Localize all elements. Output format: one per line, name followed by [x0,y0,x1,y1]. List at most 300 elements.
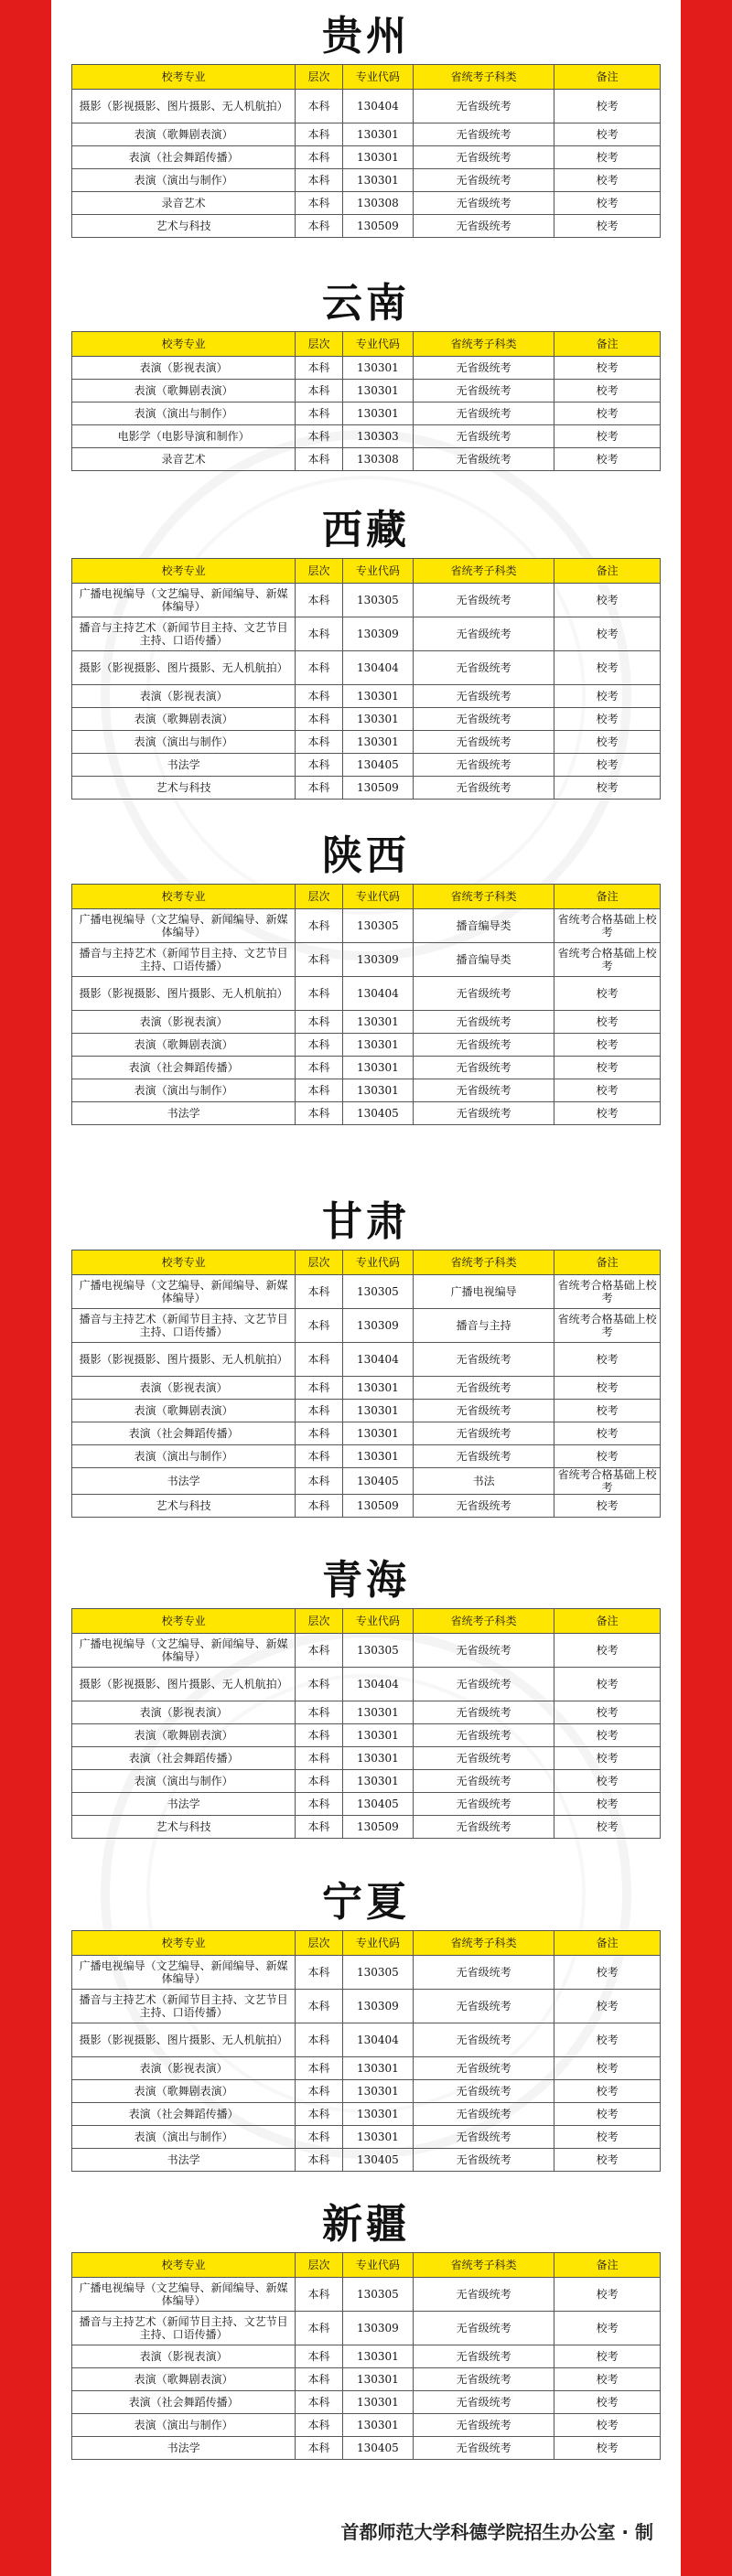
column-header: 省统考子科类 [413,332,554,357]
table-cell: 130405 [342,1468,413,1495]
table-cell: 本科 [296,1309,342,1343]
table-row [72,169,661,192]
table-cell: 本科 [296,1057,342,1079]
column-header: 备注 [554,332,661,357]
table-cell: 130305 [342,909,413,943]
table-cell: 摄影（影视摄影、图片摄影、无人机航拍） [72,651,296,685]
table-cell: 130305 [342,584,413,617]
table-row [72,380,661,402]
table-row [72,2057,661,2080]
table-cell: 无省级统考 [413,215,554,238]
table-cell: 表演（演出与制作） [72,731,296,754]
table-cell: 本科 [296,2080,342,2103]
table-cell: 校考 [554,1422,661,1445]
table-cell: 校考 [554,1770,661,1793]
table-cell: 无省级统考 [413,754,554,777]
table-cell: 校考 [554,1956,661,1990]
table-cell: 130301 [342,380,413,402]
table-cell: 130301 [342,2414,413,2437]
table-cell: 130404 [342,1343,413,1377]
admission-table [71,558,661,800]
table-cell: 130301 [342,1400,413,1422]
column-header: 备注 [554,65,661,90]
table-cell: 本科 [296,708,342,731]
table-cell: 130301 [342,685,413,708]
table-cell: 130305 [342,1956,413,1990]
table-row [72,1079,661,1102]
table-cell: 广播电视编导 [413,1275,554,1309]
table-cell: 本科 [296,2391,342,2414]
table-cell: 本科 [296,777,342,800]
table-cell: 本科 [296,1956,342,1990]
table-cell: 录音艺术 [72,448,296,471]
table-cell: 校考 [554,1701,661,1724]
table-cell: 艺术与科技 [72,1495,296,1518]
column-header: 省统考子科类 [413,2253,554,2278]
column-header: 省统考子科类 [413,559,554,584]
table-cell: 130303 [342,425,413,448]
table-cell: 校考 [554,2391,661,2414]
table-row [72,215,661,238]
table-cell: 校考 [554,1057,661,1079]
table-cell: 本科 [296,1468,342,1495]
table-cell: 校考 [554,123,661,146]
table-cell: 播音编导类 [413,943,554,977]
table-cell: 校考 [554,448,661,471]
table-cell: 无省级统考 [413,2312,554,2345]
table-cell: 无省级统考 [413,1102,554,1125]
table-row [72,2312,661,2345]
table-cell: 本科 [296,425,342,448]
table-row [72,777,661,800]
column-header: 校考专业 [72,559,296,584]
table-cell: 摄影（影视摄影、图片摄影、无人机航拍） [72,1343,296,1377]
column-header: 层次 [296,1250,342,1275]
table-cell: 校考 [554,2437,661,2460]
table-cell: 书法学 [72,1793,296,1816]
table-cell: 校考 [554,1793,661,1816]
table-cell: 本科 [296,2126,342,2149]
table-row [72,1793,661,1816]
column-header: 层次 [296,559,342,584]
column-header: 层次 [296,65,342,90]
table-cell: 电影学（电影导演和制作） [72,425,296,448]
table-cell: 无省级统考 [413,708,554,731]
table-cell: 130309 [342,1309,413,1343]
table-cell: 130509 [342,1816,413,1839]
table-row [72,2080,661,2103]
column-header: 备注 [554,1609,661,1634]
table-cell: 130404 [342,2023,413,2057]
table-cell: 本科 [296,2312,342,2345]
table-cell: 摄影（影视摄影、图片摄影、无人机航拍） [72,977,296,1011]
table-cell: 130404 [342,90,413,123]
column-header: 省统考子科类 [413,1609,554,1634]
table-cell: 本科 [296,1343,342,1377]
table-cell: 无省级统考 [413,2391,554,2414]
table-cell: 本科 [296,1793,342,1816]
table-cell: 校考 [554,2414,661,2437]
table-cell: 130301 [342,1011,413,1034]
table-cell: 无省级统考 [413,1034,554,1057]
table-cell: 本科 [296,1079,342,1102]
table-row [72,1445,661,1468]
table-cell: 无省级统考 [413,617,554,651]
table-cell: 校考 [554,192,661,215]
table-cell: 无省级统考 [413,1495,554,1518]
table-cell: 校考 [554,380,661,402]
table-cell: 省统考合格基础上校考 [554,1309,661,1343]
table-cell: 录音艺术 [72,192,296,215]
table-cell: 校考 [554,1724,661,1747]
table-cell: 无省级统考 [413,1747,554,1770]
table-cell: 本科 [296,90,342,123]
table-row [72,2023,661,2057]
table-row [72,2126,661,2149]
table-cell: 130301 [342,708,413,731]
table-row [72,1377,661,1400]
column-header: 专业代码 [342,1609,413,1634]
table-cell: 无省级统考 [413,977,554,1011]
table-cell: 校考 [554,90,661,123]
table-row [72,1309,661,1343]
table-row [72,1275,661,1309]
province-title: 宁夏 [322,1879,410,1926]
table-header-row [72,332,661,357]
table-cell: 校考 [554,1377,661,1400]
table-cell: 播音与主持 [413,1309,554,1343]
province-section [71,2188,661,2460]
table-cell: 书法学 [72,2437,296,2460]
column-header: 校考专业 [72,332,296,357]
table-cell: 130301 [342,146,413,169]
table-cell: 校考 [554,2103,661,2126]
column-header: 层次 [296,1931,342,1956]
table-cell: 校考 [554,2278,661,2312]
column-header: 层次 [296,1609,342,1634]
table-cell: 校考 [554,1011,661,1034]
table-cell: 无省级统考 [413,1343,554,1377]
province-section [71,820,661,1125]
table-row [72,425,661,448]
table-cell: 无省级统考 [413,584,554,617]
table-cell: 校考 [554,731,661,754]
table-header-row [72,1250,661,1275]
table-cell: 校考 [554,1034,661,1057]
table-cell: 130301 [342,1724,413,1747]
column-header: 省统考子科类 [413,1250,554,1275]
table-cell: 摄影（影视摄影、图片摄影、无人机航拍） [72,2023,296,2057]
table-cell: 表演（演出与制作） [72,169,296,192]
table-row [72,192,661,215]
table-cell: 本科 [296,2103,342,2126]
table-cell: 130301 [342,1422,413,1445]
table-row [72,146,661,169]
column-header: 专业代码 [342,1250,413,1275]
table-cell: 本科 [296,977,342,1011]
table-cell: 校考 [554,1079,661,1102]
table-row [72,2345,661,2368]
table-cell: 本科 [296,1770,342,1793]
table-row [72,1956,661,1990]
table-cell: 130305 [342,2278,413,2312]
table-cell: 本科 [296,380,342,402]
column-header: 专业代码 [342,332,413,357]
table-row [72,1422,661,1445]
table-row [72,2391,661,2414]
table-cell: 无省级统考 [413,1011,554,1034]
table-cell: 播音编导类 [413,909,554,943]
table-cell: 无省级统考 [413,1990,554,2023]
table-row [72,1102,661,1125]
table-cell: 校考 [554,777,661,800]
column-header: 校考专业 [72,65,296,90]
table-header-row [72,65,661,90]
table-cell: 本科 [296,2023,342,2057]
column-header: 校考专业 [72,2253,296,2278]
table-cell: 130404 [342,651,413,685]
table-cell: 本科 [296,1747,342,1770]
province-section [71,1866,661,2172]
table-cell: 表演（歌舞剧表演） [72,380,296,402]
table-cell: 本科 [296,169,342,192]
table-row [72,2414,661,2437]
table-cell: 本科 [296,1422,342,1445]
table-cell: 校考 [554,2057,661,2080]
column-header: 省统考子科类 [413,1931,554,1956]
table-cell: 130301 [342,169,413,192]
table-cell: 艺术与科技 [72,1816,296,1839]
table-row [72,1343,661,1377]
table-cell: 播音与主持艺术（新闻节目主持、文艺节目主持、口语传播） [72,2312,296,2345]
table-cell: 本科 [296,1816,342,1839]
table-cell: 无省级统考 [413,1816,554,1839]
table-cell: 校考 [554,685,661,708]
table-cell: 无省级统考 [413,1793,554,1816]
table-row [72,708,661,731]
table-cell: 本科 [296,1400,342,1422]
table-cell: 校考 [554,1445,661,1468]
table-cell: 本科 [296,1377,342,1400]
table-cell: 播音与主持艺术（新闻节目主持、文艺节目主持、口语传播） [72,1309,296,1343]
table-cell: 130509 [342,215,413,238]
table-cell: 无省级统考 [413,1377,554,1400]
table-cell: 130309 [342,943,413,977]
table-cell: 本科 [296,357,342,380]
column-header: 校考专业 [72,1931,296,1956]
table-header-row [72,2253,661,2278]
table-cell: 表演（影视表演） [72,2057,296,2080]
table-cell: 无省级统考 [413,1770,554,1793]
table-row [72,1816,661,1839]
table-row [72,2278,661,2312]
table-cell: 无省级统考 [413,1701,554,1724]
table-row [72,123,661,146]
table-cell: 130301 [342,2391,413,2414]
table-cell: 无省级统考 [413,685,554,708]
table-row [72,2368,661,2391]
admission-table [71,1250,661,1518]
table-cell: 广播电视编导（文艺编导、新闻编导、新媒体编导） [72,1275,296,1309]
column-header: 专业代码 [342,885,413,909]
province-section [71,494,661,800]
table-cell: 表演（社会舞蹈传播） [72,2103,296,2126]
table-cell: 广播电视编导（文艺编导、新闻编导、新媒体编导） [72,2278,296,2312]
table-cell: 校考 [554,1668,661,1701]
table-cell: 校考 [554,977,661,1011]
table-cell: 130301 [342,2126,413,2149]
table-row [72,651,661,685]
table-cell: 表演（歌舞剧表演） [72,708,296,731]
table-cell: 表演（歌舞剧表演） [72,2368,296,2391]
column-header: 备注 [554,885,661,909]
table-cell: 130405 [342,1102,413,1125]
table-row [72,2437,661,2460]
table-cell: 表演（社会舞蹈传播） [72,1747,296,1770]
table-cell: 无省级统考 [413,402,554,425]
table-cell: 广播电视编导（文艺编导、新闻编导、新媒体编导） [72,909,296,943]
province-section [71,0,661,238]
table-cell: 130301 [342,1034,413,1057]
column-header: 层次 [296,2253,342,2278]
province-title: 青海 [322,1557,410,1604]
table-cell: 艺术与科技 [72,777,296,800]
table-cell: 校考 [554,617,661,651]
column-header: 层次 [296,885,342,909]
table-row [72,1495,661,1518]
table-cell: 艺术与科技 [72,215,296,238]
column-header: 专业代码 [342,559,413,584]
table-header-row [72,559,661,584]
table-cell: 校考 [554,651,661,685]
table-cell: 校考 [554,584,661,617]
table-cell: 校考 [554,708,661,731]
table-cell: 无省级统考 [413,2437,554,2460]
table-cell: 本科 [296,1701,342,1724]
table-cell: 校考 [554,425,661,448]
table-cell: 表演（歌舞剧表演） [72,2080,296,2103]
table-cell: 校考 [554,1634,661,1668]
table-cell: 130305 [342,1275,413,1309]
table-cell: 校考 [554,1495,661,1518]
table-cell: 书法学 [72,754,296,777]
table-cell: 无省级统考 [413,651,554,685]
table-cell: 本科 [296,651,342,685]
table-cell: 本科 [296,731,342,754]
table-cell: 无省级统考 [413,357,554,380]
table-row [72,1701,661,1724]
table-cell: 无省级统考 [413,1400,554,1422]
table-cell: 本科 [296,2368,342,2391]
table-row [72,617,661,651]
table-cell: 无省级统考 [413,1445,554,1468]
table-row [72,584,661,617]
table-cell: 校考 [554,357,661,380]
column-header: 备注 [554,1931,661,1956]
table-cell: 校考 [554,1747,661,1770]
table-cell: 校考 [554,2149,661,2172]
province-section [71,1544,661,1839]
province-section [71,267,661,471]
table-cell: 表演（影视表演） [72,357,296,380]
column-header: 校考专业 [72,1609,296,1634]
table-cell: 本科 [296,1011,342,1034]
table-cell: 本科 [296,584,342,617]
admission-table [71,884,661,1125]
table-row [72,2149,661,2172]
admission-table [71,2252,661,2460]
table-cell: 无省级统考 [413,1422,554,1445]
table-cell: 校考 [554,1343,661,1377]
table-cell: 无省级统考 [413,448,554,471]
table-row [72,1747,661,1770]
table-cell: 表演（歌舞剧表演） [72,1724,296,1747]
table-cell: 校考 [554,1990,661,2023]
table-cell: 无省级统考 [413,2023,554,2057]
table-cell: 130509 [342,777,413,800]
table-cell: 省统考合格基础上校考 [554,1275,661,1309]
table-cell: 表演（影视表演） [72,685,296,708]
table-cell: 播音与主持艺术（新闻节目主持、文艺节目主持、口语传播） [72,617,296,651]
table-cell: 无省级统考 [413,777,554,800]
table-row [72,977,661,1011]
table-cell: 本科 [296,215,342,238]
footer-credit: 首都师范大学科德学院招生办公室 · 制 [340,2521,653,2543]
table-cell: 无省级统考 [413,2057,554,2080]
table-cell: 校考 [554,1816,661,1839]
table-cell: 130404 [342,1668,413,1701]
table-header-row [72,885,661,909]
table-cell: 表演（演出与制作） [72,2414,296,2437]
table-cell: 广播电视编导（文艺编导、新闻编导、新媒体编导） [72,584,296,617]
table-cell: 校考 [554,169,661,192]
table-cell: 130301 [342,2368,413,2391]
province-section [71,1186,661,1518]
table-cell: 本科 [296,1275,342,1309]
column-header: 备注 [554,2253,661,2278]
admission-table [71,64,661,238]
table-cell: 130301 [342,2057,413,2080]
admission-table [71,1608,661,1839]
table-cell: 书法学 [72,1102,296,1125]
table-cell: 校考 [554,2126,661,2149]
province-title: 陕西 [322,832,410,879]
table-row [72,909,661,943]
table-cell: 本科 [296,1034,342,1057]
table-cell: 130301 [342,1747,413,1770]
table-cell: 省统考合格基础上校考 [554,1468,661,1495]
province-title: 新疆 [322,2201,410,2248]
table-cell: 书法学 [72,2149,296,2172]
table-cell: 无省级统考 [413,1956,554,1990]
table-cell: 无省级统考 [413,90,554,123]
table-cell: 校考 [554,146,661,169]
table-cell: 广播电视编导（文艺编导、新闻编导、新媒体编导） [72,1956,296,1990]
column-header: 省统考子科类 [413,65,554,90]
column-header: 校考专业 [72,885,296,909]
table-cell: 本科 [296,1102,342,1125]
table-cell: 表演（影视表演） [72,1377,296,1400]
table-cell: 本科 [296,2149,342,2172]
table-row [72,943,661,977]
table-row [72,1468,661,1495]
page [51,0,681,2576]
table-cell: 无省级统考 [413,380,554,402]
table-cell: 校考 [554,1102,661,1125]
table-cell: 本科 [296,909,342,943]
table-cell: 表演（歌舞剧表演） [72,1400,296,1422]
table-cell: 无省级统考 [413,146,554,169]
